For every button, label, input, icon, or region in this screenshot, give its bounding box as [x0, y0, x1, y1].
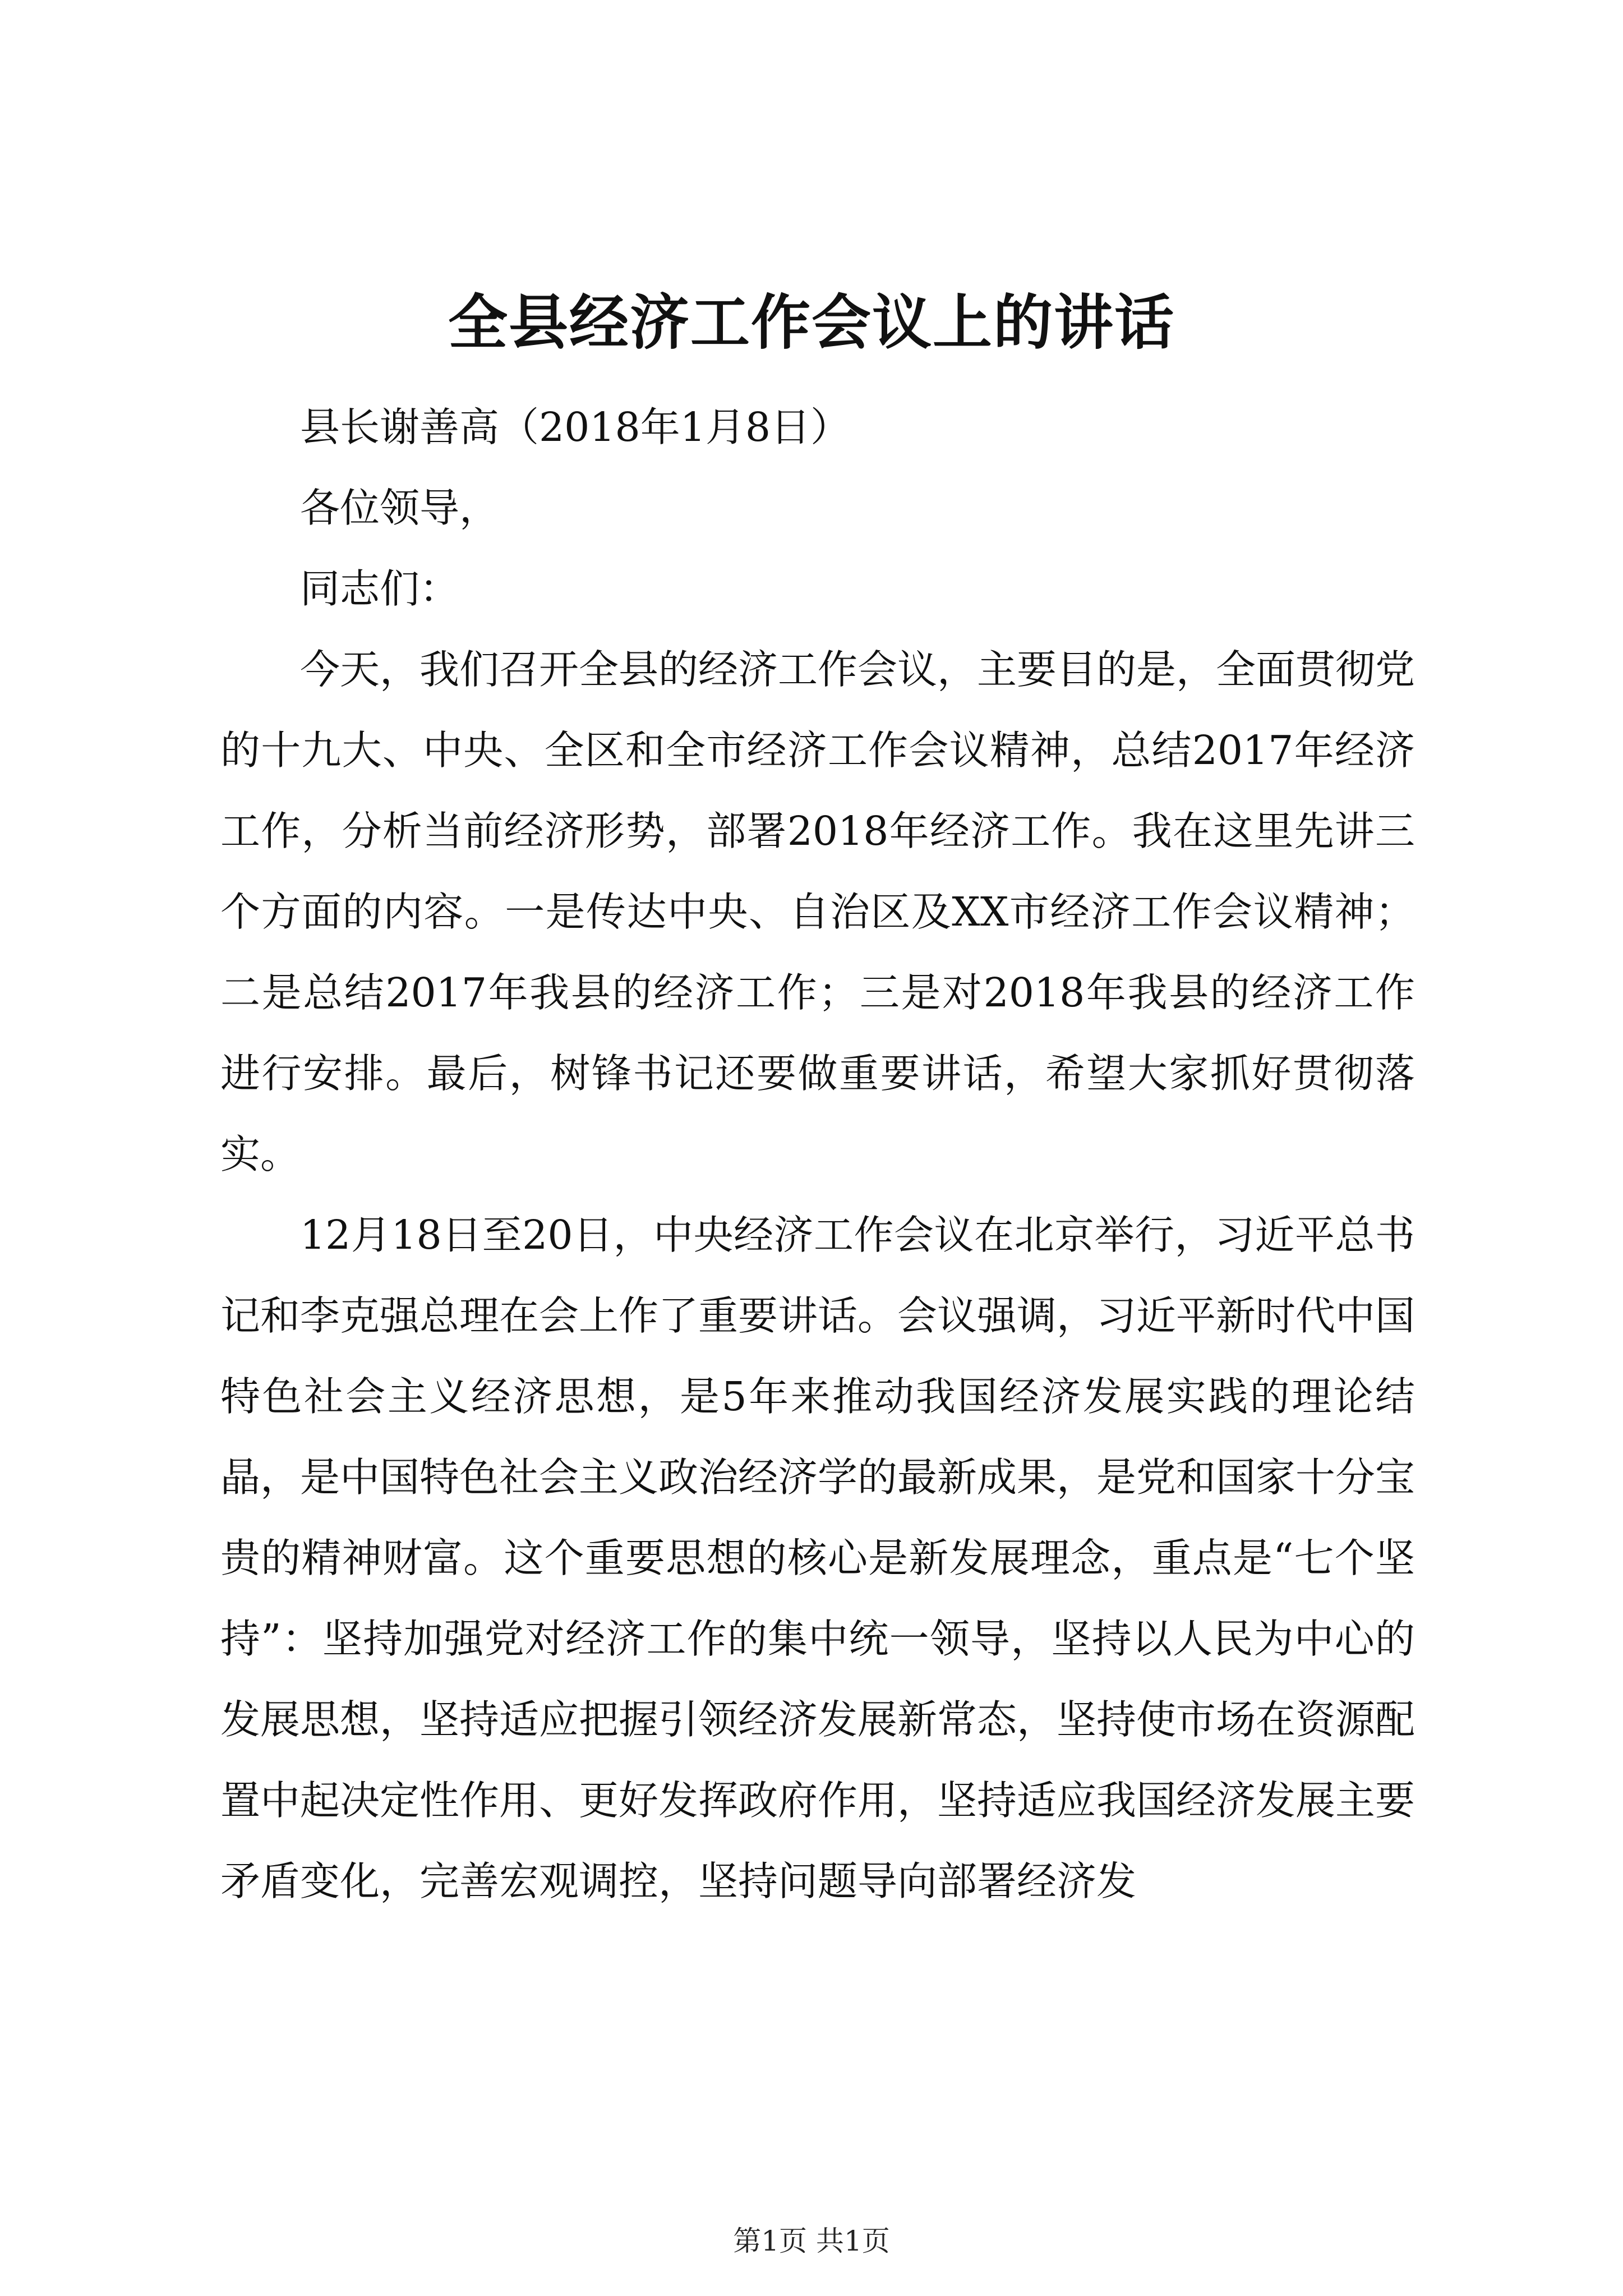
author-line: 县长谢善高（2018年1月8日） — [300, 404, 851, 450]
salutation-leaders: 各位领导， — [300, 485, 500, 531]
document-body — [220, 387, 1415, 1922]
body-paragraph: 今天，我们召开全县的经济工作会议，主要目的是，全面贯彻党的十九大、中央、全区和全市经济工作会议精神，总结2017年经济工作，分析当前经济形势，部署2018年经济工作。我在这里先讲三个方面的内容。一是传达中央、自治区及XX市经济工作会议精神；二是总结2017年我县的经济工作；三是对2018年我县的经济工作进行安排。最后，树锋书记还要做重要讲话，希望大家抓好贯彻落实。 — [220, 646, 1415, 1177]
document-title: 全县经济工作会议上的讲话 — [448, 287, 1175, 357]
body-paragraph: 12月18日至20日，中央经济工作会议在北京举行，习近平总书记和李克强总理在会上作了重要讲话。会议强调，习近平新时代中国特色社会主义经济思想，是5年来推动我国经济发展实践的理论结晶，是中国特色社会主义政治经济学的最新成果，是党和国家十分宝贵的精神财富。这个重要思想的核心是新发展理念，重点是“七个坚持”：坚持加强党对经济工作的集中统一领导，坚持以人民为中心的发展思想，坚持适应把握引领经济发展新常态，坚持使市场在资源配置中起决定性作用、更好发挥政府作用，坚持适应我国经济发展主要矛盾变化，完善宏观调控，坚持问题导向部署经济发 — [220, 1212, 1415, 1904]
salutation-comrades: 同志们： — [300, 565, 460, 612]
page-number-footer: 第1页 共1页 — [733, 2225, 890, 2257]
